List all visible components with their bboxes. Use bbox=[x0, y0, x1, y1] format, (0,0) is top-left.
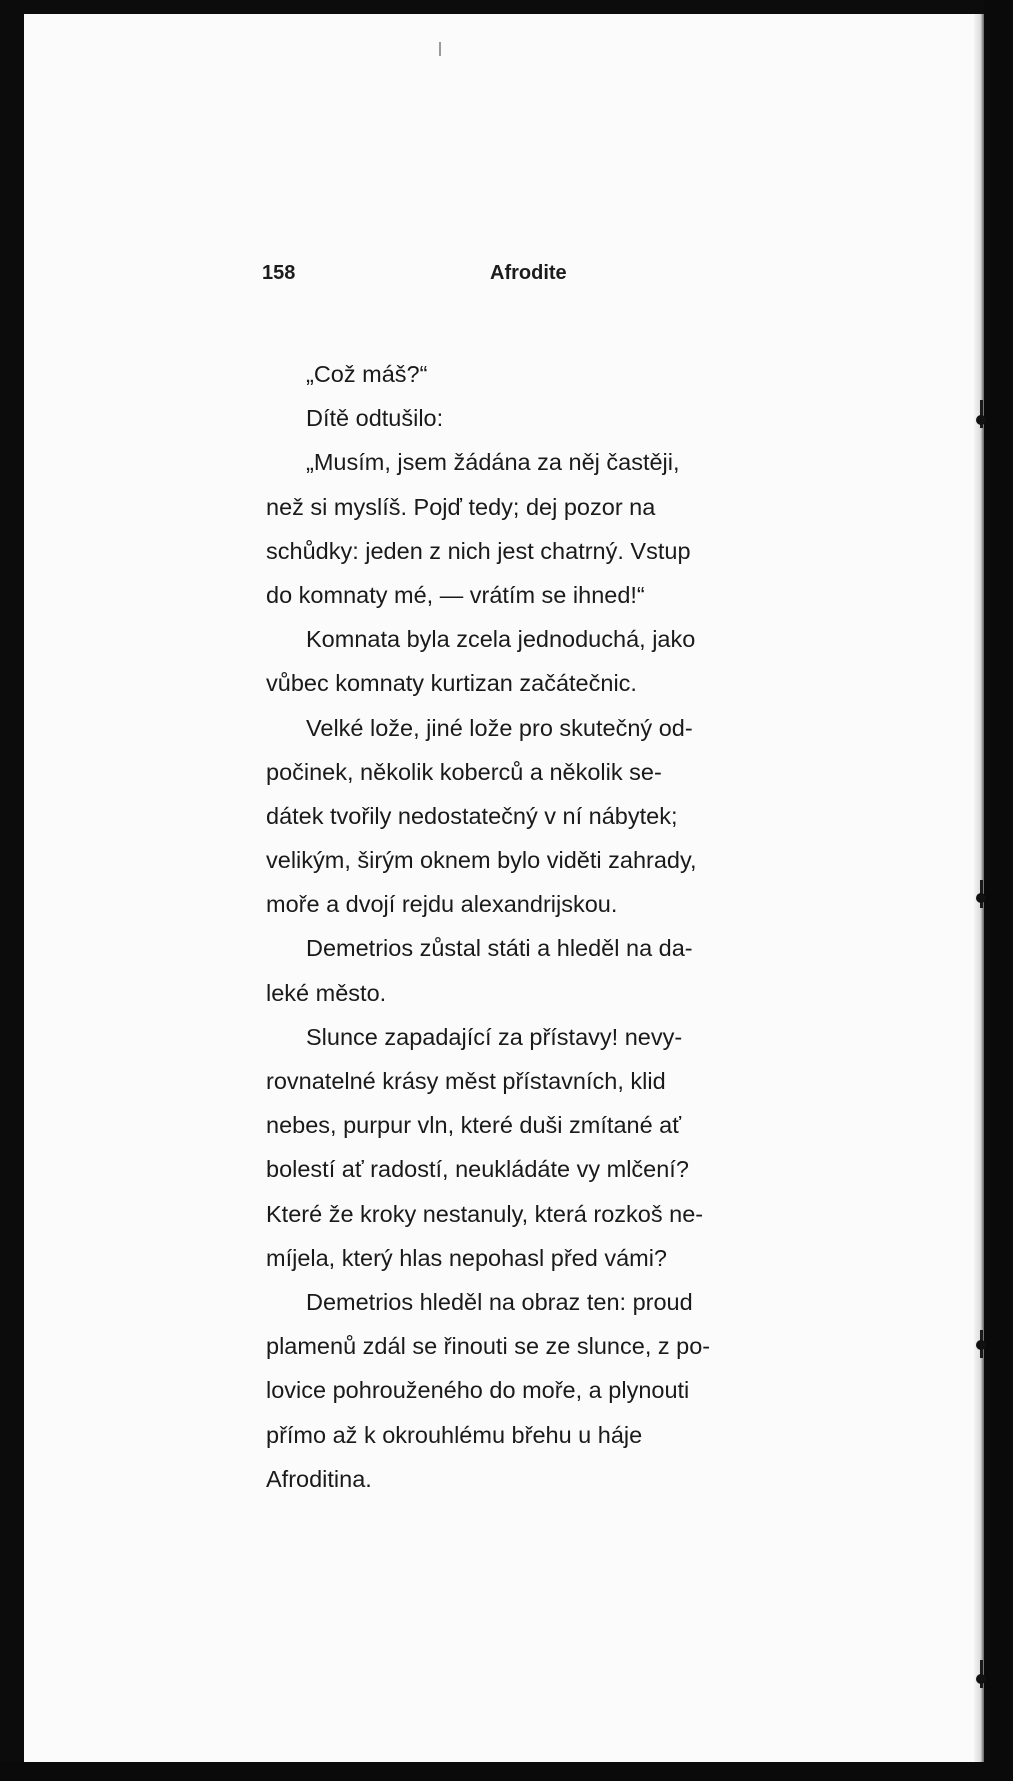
text-line: velikým, širým oknem bylo viděti zahrady, bbox=[266, 847, 697, 874]
text-line: dátek tvořily nedostatečný v ní nábytek; bbox=[266, 802, 678, 829]
running-title: Afrodite bbox=[490, 262, 567, 284]
text-line: Které že kroky nestanuly, která rozkoš ne- bbox=[266, 1200, 704, 1227]
text-line: přímo až k okrouhlému břehu u háje bbox=[266, 1421, 643, 1448]
text-line: Dítě odtušilo: bbox=[306, 405, 444, 432]
text-line: Komnata byla zcela jednoduchá, jako bbox=[306, 626, 696, 653]
text-line: než si myslíš. Pojď tedy; dej pozor na bbox=[266, 493, 656, 520]
text-line: „Musím, jsem žádána za něj častěji, bbox=[306, 449, 680, 476]
text-line: Velké lože, jiné lože pro skutečný od- bbox=[306, 714, 693, 741]
body-text bbox=[266, 352, 796, 1501]
scan-edge-right bbox=[984, 0, 1013, 1781]
text-line: rovnatelné krásy měst přístavních, klid bbox=[266, 1068, 666, 1094]
page-header bbox=[262, 262, 802, 294]
page-number: 158 bbox=[262, 262, 296, 284]
text-line: do komnaty mé, — vrátím se ihned!“ bbox=[266, 581, 645, 608]
text-line: plamenů zdál se řinouti se ze slunce, z po- bbox=[266, 1333, 711, 1360]
text-line: moře a dvojí rejdu alexandrijskou. bbox=[266, 891, 618, 918]
gutter-notch bbox=[976, 893, 986, 903]
gutter-notch bbox=[976, 415, 986, 425]
text-line: leké město. bbox=[266, 979, 387, 1006]
text-line: Demetrios zůstal státi a hleděl na da- bbox=[306, 935, 693, 962]
gutter-notch bbox=[976, 1674, 986, 1684]
text-line: Demetrios hleděl na obraz ten: proud bbox=[306, 1288, 693, 1315]
text-line: Afroditina. bbox=[266, 1465, 372, 1492]
text-line: míjela, který hlas nepohasl před vámi? bbox=[266, 1244, 668, 1271]
scan-artifact-mark bbox=[439, 42, 441, 56]
text-line: lovice pohrouženého do moře, a plynouti bbox=[266, 1377, 690, 1404]
text-line: počinek, několik koberců a několik se- bbox=[266, 758, 662, 785]
text-line: nebes, purpur vln, které duši zmítané ať bbox=[266, 1112, 682, 1139]
text-line: bolestí ať radostí, neukládáte vy mlčení? bbox=[266, 1156, 689, 1183]
text-line: Slunce zapadající za přístavy! nevy- bbox=[306, 1023, 683, 1050]
text-line: „Což máš?“ bbox=[306, 361, 428, 387]
scan-edge-bottom bbox=[0, 1762, 1013, 1781]
text-line: schůdky: jeden z nich jest chatrný. Vstup bbox=[266, 537, 691, 564]
gutter-notch bbox=[976, 1340, 986, 1350]
text-line: vůbec komnaty kurtizan začátečnic. bbox=[266, 670, 637, 697]
